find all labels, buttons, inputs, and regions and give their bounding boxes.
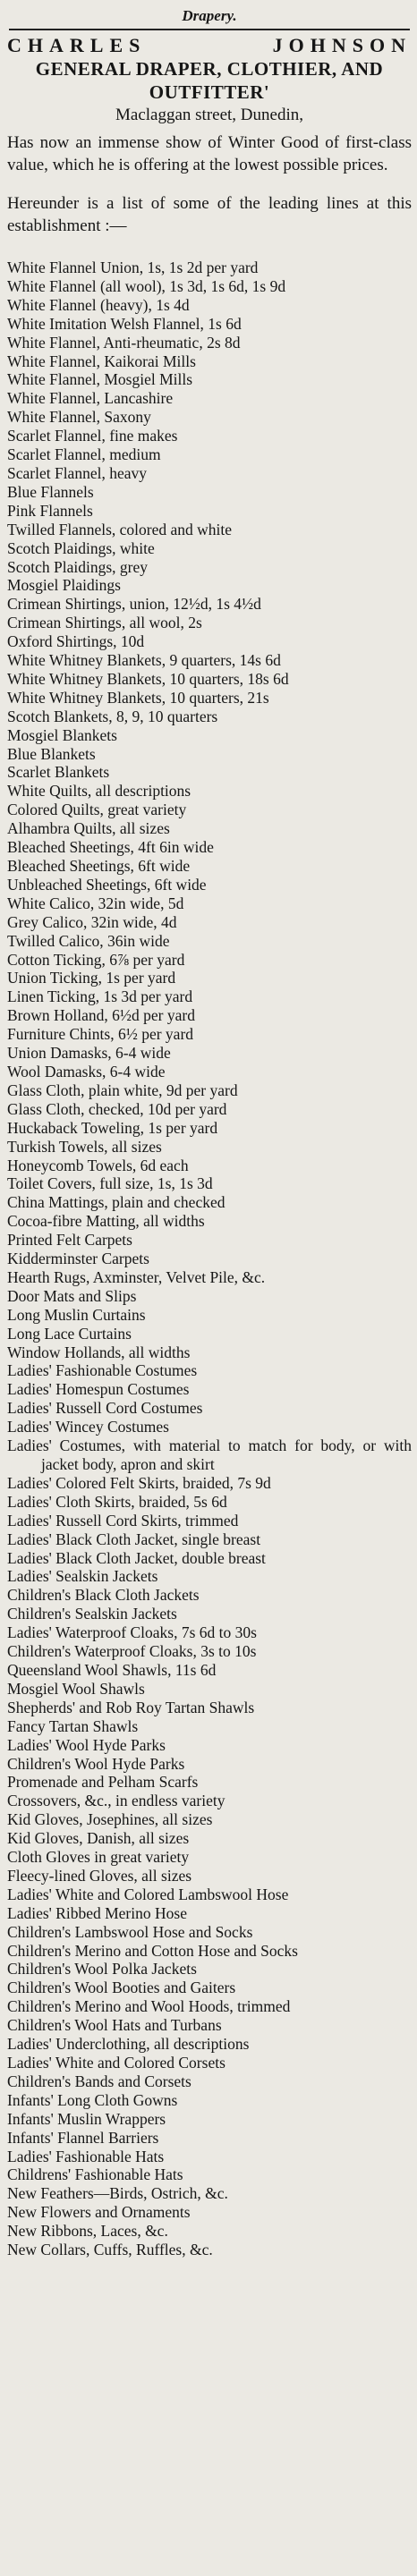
list-item: Childrens' Fashionable Hats xyxy=(7,2165,183,2184)
list-item: Mosgiel Wool Shawls xyxy=(7,1679,145,1698)
list-item: Long Muslin Curtains xyxy=(7,1305,146,1324)
list-item: Bleached Sheetings, 4ft 6in wide xyxy=(7,838,214,857)
list-item: Ladies' Wool Hyde Parks xyxy=(7,1735,166,1754)
list-item: Ladies' Black Cloth Jacket, single breast xyxy=(7,1530,261,1548)
list-item: Children's Lambswool Hose and Socks xyxy=(7,1922,253,1941)
list-item: Crossovers, &c., in endless variety xyxy=(7,1792,226,1810)
list-item: Scotch Plaidings, white xyxy=(7,538,155,557)
list-item: Mosgiel Plaidings xyxy=(7,576,121,595)
list-item: Unbleached Sheetings, 6ft wide xyxy=(7,875,207,894)
list-item: White Whitney Blankets, 9 quarters, 14s 6d xyxy=(7,651,281,670)
list-item: Ladies' White and Colored Lambswool Hose xyxy=(7,1885,289,1903)
list-item: Wool Damasks, 6-4 wide xyxy=(7,1062,166,1080)
list-item: Scarlet Flannel, heavy xyxy=(7,463,147,482)
list-item: Ladies' Sealskin Jackets xyxy=(7,1567,158,1586)
list-item: Kidderminster Carpets xyxy=(7,1250,149,1268)
header-rule xyxy=(9,29,410,30)
list-item: Ladies' Russell Cord Costumes xyxy=(7,1399,203,1418)
list-item: Ladies' Underclothing, all descriptions xyxy=(7,2035,250,2054)
list-item: Union Damasks, 6-4 wide xyxy=(7,1044,171,1063)
section-label: Drapery. xyxy=(182,7,237,24)
list-item: Glass Cloth, checked, 10d per yard xyxy=(7,1099,227,1118)
list-item: Ladies' Fashionable Costumes xyxy=(7,1361,198,1380)
list-item: Ladies' Waterproof Cloaks, 7s 6d to 30s xyxy=(7,1623,257,1642)
list-item: White Calico, 32in wide, 5d xyxy=(7,894,184,912)
list-item: Cocoa-fibre Matting, all widths xyxy=(7,1212,205,1231)
list-item: Scarlet Flannel, medium xyxy=(7,445,161,464)
list-item: White Flannel, Mosgiel Mills xyxy=(7,370,193,389)
list-item: Ladies' Ribbed Merino Hose xyxy=(7,1903,187,1922)
list-item: New Collars, Cuffs, Ruffles, &c. xyxy=(7,2241,213,2259)
list-item: Ladies' Russell Cord Skirts, trimmed xyxy=(7,1511,239,1530)
list-item: Children's Wool Hyde Parks xyxy=(7,1754,185,1773)
list-item: Fleecy-lined Gloves, all sizes xyxy=(7,1866,192,1885)
list-item: White Imitation Welsh Flannel, 1s 6d xyxy=(7,314,242,333)
list-item: Kid Gloves, Danish, all sizes xyxy=(7,1829,190,1848)
list-item: Children's Merino and Wool Hoods, trimmed xyxy=(7,1997,291,2016)
list-item: Blue Flannels xyxy=(7,482,94,501)
list-item: Hearth Rugs, Axminster, Velvet Pile, &c. xyxy=(7,1267,266,1286)
list-item: Colored Quilts, great variety xyxy=(7,801,187,819)
list-item: Huckaback Toweling, 1s per yard xyxy=(7,1118,218,1137)
list-item: Ladies' White and Colored Corsets xyxy=(7,2054,226,2072)
list-item: Infants' Long Cloth Gowns xyxy=(7,2090,178,2109)
advertiser-name: CHARLES JOHNSON xyxy=(7,34,412,56)
list-item: White Flannel, Lancashire xyxy=(7,389,174,408)
list-item: Twilled Flannels, colored and white xyxy=(7,520,233,538)
list-item: Linen Ticking, 1s 3d per yard xyxy=(7,987,193,1006)
list-item: Children's Waterproof Cloaks, 3s to 10s xyxy=(7,1642,257,1661)
list-item: Grey Calico, 32in wide, 4d xyxy=(7,912,177,931)
list-item: Bleached Sheetings, 6ft wide xyxy=(7,857,191,875)
list-item: Crimean Shirtings, union, 12½d, 1s 4½d xyxy=(7,595,261,614)
list-item: White Flannel, Anti-rheumatic, 2s 8d xyxy=(7,333,241,352)
list-item: Turkish Towels, all sizes xyxy=(7,1137,162,1156)
list-item: Infants' Muslin Wrappers xyxy=(7,2109,166,2128)
list-item: Shepherds' and Rob Roy Tartan Shawls xyxy=(7,1698,255,1716)
item-list xyxy=(7,258,412,2259)
list-item: Children's Bands and Corsets xyxy=(7,2072,191,2090)
address: Maclaggan street, Dunedin, xyxy=(115,106,303,124)
list-item: Long Lace Curtains xyxy=(7,1324,132,1343)
list-item: White Flannel, Kaikorai Mills xyxy=(7,352,196,370)
list-item: Children's Wool Polka Jackets xyxy=(7,1960,197,1979)
list-item: Cotton Ticking, 6⅞ per yard xyxy=(7,950,185,969)
list-item: Scarlet Blankets xyxy=(7,763,110,782)
list-item: Children's Merino and Cotton Hose and Socks xyxy=(7,1941,298,1960)
list-item: Furniture Chints, 6½ per yard xyxy=(7,1025,194,1044)
list-item: Children's Wool Booties and Gaiters xyxy=(7,1979,236,1997)
list-item: White Flannel (heavy), 1s 4d xyxy=(7,295,190,314)
list-item: Ladies' Homespun Costumes xyxy=(7,1380,190,1399)
list-item: Alhambra Quilts, all sizes xyxy=(7,819,170,838)
list-item: White Flannel, Saxony xyxy=(7,408,151,427)
list-item: China Mattings, plain and checked xyxy=(7,1193,226,1212)
list-item: New Ribbons, Laces, &c. xyxy=(7,2222,168,2241)
list-item: Fancy Tartan Shawls xyxy=(7,1716,139,1735)
list-item: Ladies' Colored Felt Skirts, braided, 7s 9d xyxy=(7,1473,271,1492)
list-item: Ladies' Fashionable Hats xyxy=(7,2147,165,2165)
list-item: White Whitney Blankets, 10 quarters, 18s 6d xyxy=(7,669,289,688)
list-item: Scotch Blankets, 8, 9, 10 quarters xyxy=(7,707,218,725)
list-item: Infants' Flannel Barriers xyxy=(7,2128,159,2147)
list-item: Mosgiel Blankets xyxy=(7,725,117,744)
list-item: Queensland Wool Shawls, 11s 6d xyxy=(7,1660,217,1679)
list-item: New Flowers and Ornaments xyxy=(7,2203,191,2222)
list-item: New Feathers—Birds, Ostrich, &c. xyxy=(7,2184,228,2203)
list-item: Glass Cloth, plain white, 9d per yard xyxy=(7,1080,238,1099)
list-item: White Flannel (all wool), 1s 3d, 1s 6d, 1s 9d xyxy=(7,276,286,295)
list-item: White Flannel Union, 1s, 1s 2d per yard xyxy=(7,258,259,276)
list-item: Toilet Covers, full size, 1s, 1s 3d xyxy=(7,1174,213,1193)
list-item: Window Hollands, all widths xyxy=(7,1343,191,1361)
list-item: Honeycomb Towels, 6d each xyxy=(7,1156,189,1174)
list-item: Scotch Plaidings, grey xyxy=(7,557,148,576)
list-item: Ladies' Cloth Skirts, braided, 5s 6d xyxy=(7,1492,227,1511)
trade-description: GENERAL DRAPER, CLOTHIER, AND OUTFITTER' xyxy=(35,58,384,103)
list-item: Oxford Shirtings, 10d xyxy=(7,632,145,651)
list-item: Children's Black Cloth Jackets xyxy=(7,1586,200,1605)
list-item: Children's Wool Hats and Turbans xyxy=(7,2016,222,2035)
list-item: Blue Blankets xyxy=(7,744,96,763)
intro-paragraph: Has now an immense show of Winter Good of first-class value, which he is offering at the lowest possible prices. xyxy=(7,133,412,174)
list-item: Union Ticking, 1s per yard xyxy=(7,969,176,987)
list-item: Door Mats and Slips xyxy=(7,1286,137,1305)
list-item: Ladies' Black Cloth Jacket, double breast xyxy=(7,1548,266,1567)
list-item: Pink Flannels xyxy=(7,501,93,520)
list-item: Children's Sealskin Jackets xyxy=(7,1605,177,1623)
list-item: Scarlet Flannel, fine makes xyxy=(7,427,178,445)
list-intro: Hereunder is a list of some of the leading lines at this establishment :— xyxy=(7,194,412,235)
list-item: Cloth Gloves in great variety xyxy=(7,1848,190,1867)
list-item: Ladies' Wincey Costumes xyxy=(7,1418,169,1436)
list-item: Crimean Shirtings, all wool, 2s xyxy=(7,614,202,632)
list-item: Printed Felt Carpets xyxy=(7,1231,132,1250)
list-item: Kid Gloves, Josephines, all sizes xyxy=(7,1810,213,1829)
list-item: Ladies' Costumes, with material to match for body, or with jacket body, apron and skirt xyxy=(7,1436,412,1473)
list-item: Twilled Calico, 36in wide xyxy=(7,931,170,950)
list-item: Promenade and Pelham Scarfs xyxy=(7,1773,199,1792)
list-item: White Quilts, all descriptions xyxy=(7,782,191,801)
list-item: White Whitney Blankets, 10 quarters, 21s xyxy=(7,688,269,707)
list-item: Brown Holland, 6½d per yard xyxy=(7,1006,195,1025)
